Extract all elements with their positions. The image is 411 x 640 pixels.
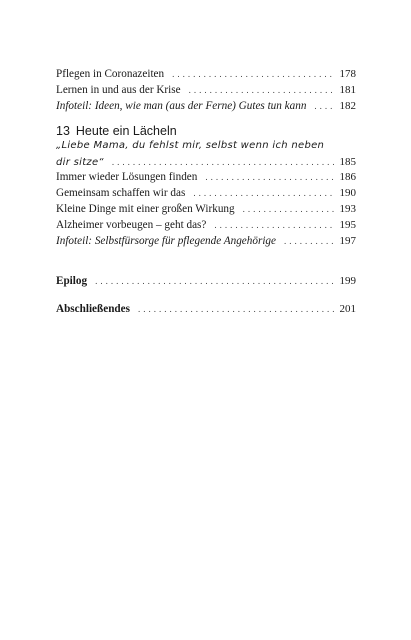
table-of-contents-page <box>56 0 356 640</box>
dot-leader <box>189 82 334 98</box>
toc-page-number: 190 <box>339 187 356 199</box>
dot-leader <box>214 217 333 233</box>
dot-leader <box>284 233 334 249</box>
toc-entry[interactable] <box>56 217 356 233</box>
toc-entry-infoteil[interactable] <box>56 233 356 249</box>
toc-page-number: 199 <box>339 275 356 287</box>
toc-page-number: 195 <box>339 219 356 231</box>
dot-leader <box>314 98 333 114</box>
toc-page-number: 178 <box>339 68 356 80</box>
toc-entry-closing[interactable] <box>56 301 356 317</box>
dot-leader <box>243 201 334 217</box>
toc-entry-title: Immer wieder Lösungen finden <box>56 171 198 183</box>
toc-entry-title: Kleine Dinge mit einer großen Wirkung <box>56 203 235 215</box>
toc-page-number: 181 <box>339 84 356 96</box>
toc-entry-quote[interactable] <box>56 154 356 170</box>
dot-leader <box>172 66 333 82</box>
toc-entry-title: Infoteil: Selbstfürsorge für pflegende Angehörige <box>56 235 276 247</box>
toc-entry-title: Gemeinsam schaffen wir das <box>56 187 186 199</box>
dot-leader <box>138 301 334 317</box>
toc-page-number: 186 <box>339 171 356 183</box>
dot-leader <box>112 154 334 170</box>
dot-leader <box>193 185 333 201</box>
toc-page-number: 185 <box>339 156 356 168</box>
toc-page-number: 182 <box>339 100 356 112</box>
dot-leader <box>205 169 333 185</box>
toc-entry-title: Infoteil: Ideen, wie man (aus der Ferne) Gutes tun kann <box>56 100 307 112</box>
toc-page-number: 201 <box>339 303 356 315</box>
toc-quote-line-1: „Liebe Mama, du fehlst mir, selbst wenn ich neben <box>56 140 325 151</box>
toc-entry-title: Pflegen in Coronazeiten <box>56 68 165 80</box>
toc-entry-title: Epilog <box>56 275 88 287</box>
toc-page-number: 197 <box>339 235 356 247</box>
toc-entry-title: Lernen in und aus der Krise <box>56 84 181 96</box>
toc-page-number: 193 <box>339 203 356 215</box>
chapter-title: Heute ein Lächeln <box>75 124 177 138</box>
toc-entry[interactable] <box>56 169 356 185</box>
toc-entry-title: Alzheimer vorbeugen – geht das? <box>56 219 207 231</box>
dot-leader <box>95 273 333 289</box>
chapter-number: 13 <box>56 124 70 138</box>
toc-entry[interactable] <box>56 66 356 82</box>
toc-entry[interactable] <box>56 185 356 201</box>
toc-entry-title: Abschließendes <box>56 303 130 315</box>
toc-entry-epilog[interactable] <box>56 273 356 289</box>
toc-entry[interactable] <box>56 201 356 217</box>
toc-entry-infoteil[interactable] <box>56 98 356 114</box>
toc-quote-line-2: dir sitze“ <box>56 157 104 168</box>
toc-entry[interactable] <box>56 82 356 98</box>
